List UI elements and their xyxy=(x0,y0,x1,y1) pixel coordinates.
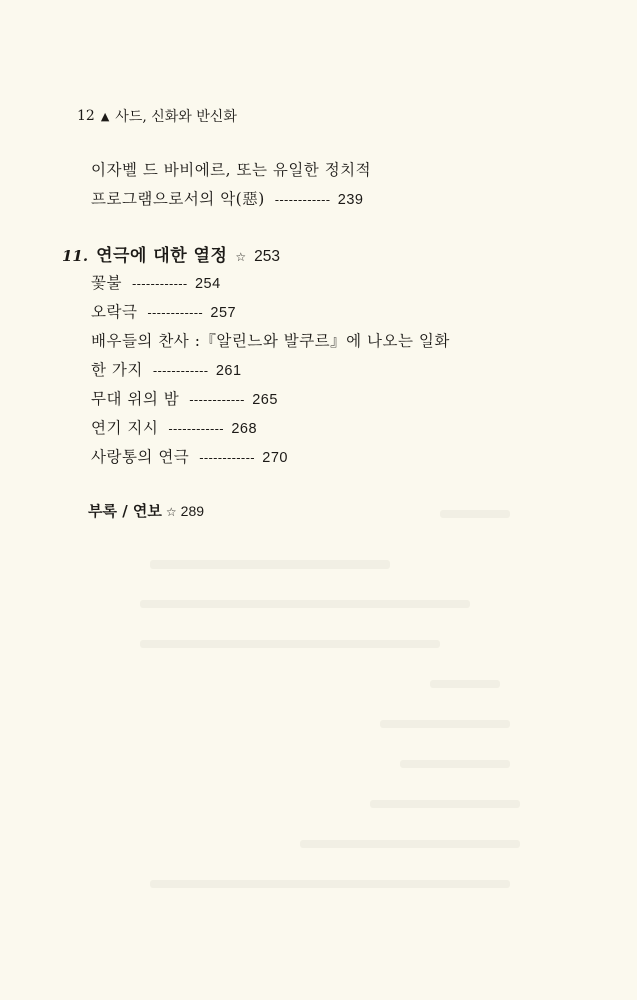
entry-page: 268 xyxy=(231,421,258,437)
leader-dashes: ------------ xyxy=(189,393,245,407)
toc-entry xyxy=(91,329,450,351)
leader-dashes: ------------ xyxy=(199,451,255,465)
appendix-entry xyxy=(88,500,204,521)
entry-text: 사랑통의 연극 xyxy=(91,448,190,466)
entry-text: 배우들의 찬사 :『알린느와 발쿠르』에 나오는 일화 xyxy=(91,332,450,350)
entry-page: 270 xyxy=(262,450,288,466)
entry-text: 무대 위의 밤 xyxy=(91,390,180,408)
appendix-label: 부록 / 연보 xyxy=(88,502,162,520)
star-icon: ☆ xyxy=(235,250,247,264)
triangle-icon: ▲ xyxy=(100,109,110,123)
appendix-page: 289 xyxy=(180,503,205,519)
entry-page: 257 xyxy=(210,305,237,321)
toc-entry xyxy=(91,416,257,438)
entry-page: 239 xyxy=(337,192,364,208)
entry-text: 오락극 xyxy=(91,303,138,321)
entry-text: 꽃불 xyxy=(91,274,122,292)
toc-entry xyxy=(91,445,288,467)
entry-text: 연기 지시 xyxy=(91,419,159,437)
toc-entry xyxy=(91,300,236,322)
star-icon: ☆ xyxy=(165,505,177,519)
chapter-page: 253 xyxy=(254,248,281,265)
leader-dashes: ------------ xyxy=(131,277,188,291)
leader-dashes: ------------ xyxy=(152,364,209,378)
toc-entry xyxy=(91,387,278,409)
page-number: 12 xyxy=(77,108,95,124)
entry-page: 254 xyxy=(194,276,221,292)
toc-entry xyxy=(91,358,242,380)
toc-entry xyxy=(91,187,363,209)
leader-dashes: ------------ xyxy=(168,422,224,436)
leader-dashes: ------------ xyxy=(274,193,331,207)
toc-entry xyxy=(91,271,221,293)
toc-entry xyxy=(91,158,371,180)
chapter-heading xyxy=(62,241,280,266)
entry-text: 한 가지 xyxy=(91,361,143,379)
chapter-title: 연극에 대한 열정 xyxy=(96,246,228,266)
chapter-number: 11. xyxy=(62,247,89,265)
entry-text: 이자벨 드 바비에르, 또는 유일한 정치적 xyxy=(91,161,372,179)
entry-page: 265 xyxy=(252,392,278,408)
running-head xyxy=(77,106,237,126)
leader-dashes: ------------ xyxy=(147,306,203,320)
book-title: 사드, 신화와 반신화 xyxy=(115,109,237,125)
entry-page: 261 xyxy=(215,363,242,379)
entry-text: 프로그램으로서의 악(惡) xyxy=(91,190,265,208)
